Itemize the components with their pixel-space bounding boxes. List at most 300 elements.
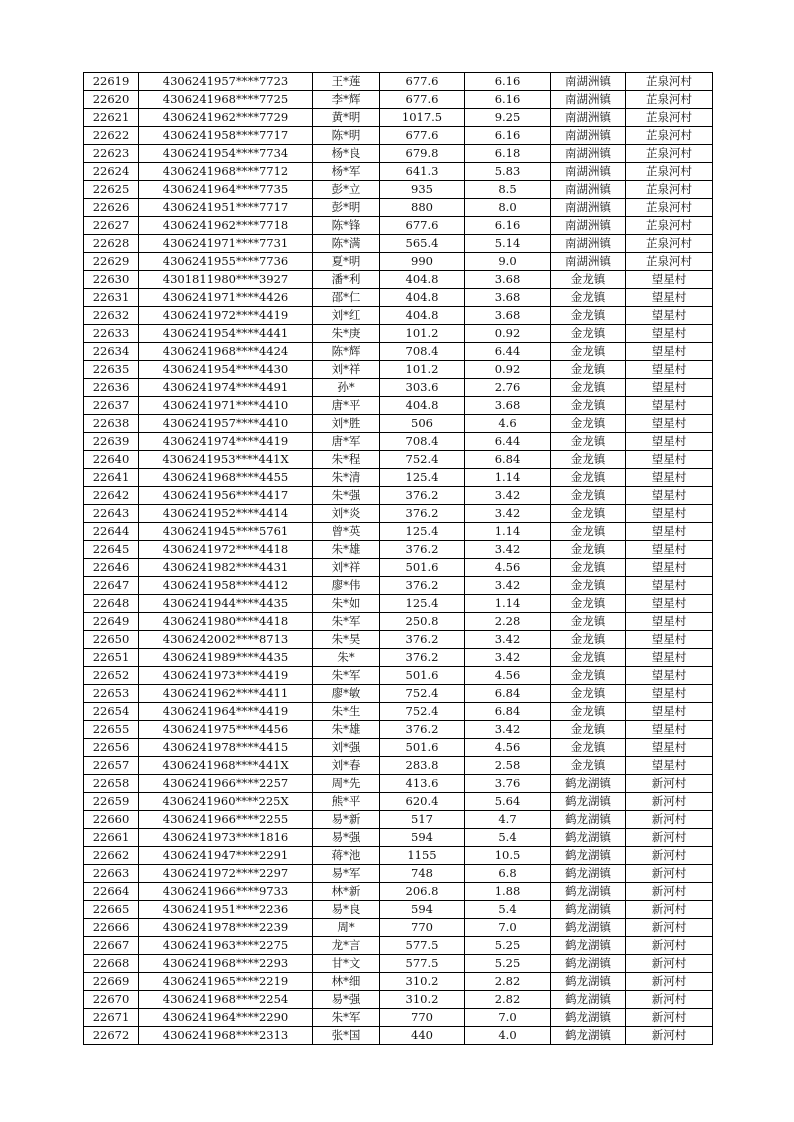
area-cell: 1.14 [465,523,551,541]
table-row [84,559,713,577]
name-cell: 彭*立 [313,181,380,199]
row-number-cell: 22654 [84,703,139,721]
amount-cell: 206.8 [380,883,465,901]
town-cell: 南湖洲镇 [551,163,626,181]
id-number-cell: 4306241944****4435 [139,595,313,613]
village-cell: 新河村 [626,991,713,1009]
row-number-cell: 22658 [84,775,139,793]
table-row [84,91,713,109]
village-cell: 芷泉河村 [626,145,713,163]
amount-cell: 376.2 [380,487,465,505]
area-cell: 9.0 [465,253,551,271]
amount-cell: 565.4 [380,235,465,253]
id-number-cell: 4306241954****4441 [139,325,313,343]
village-cell: 望星村 [626,487,713,505]
name-cell: 甘*文 [313,955,380,973]
town-cell: 鹤龙湖镇 [551,811,626,829]
table-row [84,343,713,361]
amount-cell: 752.4 [380,685,465,703]
village-cell: 望星村 [626,505,713,523]
name-cell: 朱*清 [313,469,380,487]
name-cell: 易*强 [313,829,380,847]
town-cell: 金龙镇 [551,631,626,649]
name-cell: 王*莲 [313,73,380,91]
id-number-cell: 4306241965****2219 [139,973,313,991]
town-cell: 金龙镇 [551,667,626,685]
row-number-cell: 22669 [84,973,139,991]
amount-cell: 594 [380,829,465,847]
name-cell: 唐*军 [313,433,380,451]
town-cell: 金龙镇 [551,361,626,379]
amount-cell: 679.8 [380,145,465,163]
name-cell: 龙*言 [313,937,380,955]
area-cell: 7.0 [465,919,551,937]
area-cell: 6.16 [465,73,551,91]
row-number-cell: 22652 [84,667,139,685]
row-number-cell: 22635 [84,361,139,379]
row-number-cell: 22643 [84,505,139,523]
row-number-cell: 22668 [84,955,139,973]
area-cell: 4.56 [465,667,551,685]
village-cell: 望星村 [626,541,713,559]
town-cell: 金龙镇 [551,721,626,739]
village-cell: 望星村 [626,469,713,487]
amount-cell: 501.6 [380,559,465,577]
id-number-cell: 4306241947****2291 [139,847,313,865]
village-cell: 芷泉河村 [626,127,713,145]
table-row [84,955,713,973]
amount-cell: 101.2 [380,361,465,379]
area-cell: 8.0 [465,199,551,217]
id-number-cell: 4306241958****7717 [139,127,313,145]
id-number-cell: 4306241966****2255 [139,811,313,829]
village-cell: 望星村 [626,523,713,541]
table-row [84,73,713,91]
amount-cell: 880 [380,199,465,217]
table-row [84,901,713,919]
row-number-cell: 22637 [84,397,139,415]
area-cell: 6.18 [465,145,551,163]
row-number-cell: 22664 [84,883,139,901]
id-number-cell: 4306241972****4419 [139,307,313,325]
table-row [84,199,713,217]
row-number-cell: 22622 [84,127,139,145]
name-cell: 周* [313,919,380,937]
table-row [84,973,713,991]
name-cell: 刘*强 [313,739,380,757]
town-cell: 金龙镇 [551,307,626,325]
table-row [84,631,713,649]
amount-cell: 310.2 [380,991,465,1009]
row-number-cell: 22667 [84,937,139,955]
row-number-cell: 22644 [84,523,139,541]
table-row [84,667,713,685]
town-cell: 金龙镇 [551,703,626,721]
village-cell: 芷泉河村 [626,181,713,199]
name-cell: 朱*雄 [313,721,380,739]
table-row [84,1027,713,1045]
town-cell: 鹤龙湖镇 [551,1027,626,1045]
amount-cell: 677.6 [380,217,465,235]
area-cell: 1.14 [465,595,551,613]
amount-cell: 748 [380,865,465,883]
amount-cell: 250.8 [380,613,465,631]
table-row [84,289,713,307]
area-cell: 4.0 [465,1027,551,1045]
row-number-cell: 22636 [84,379,139,397]
row-number-cell: 22626 [84,199,139,217]
amount-cell: 1155 [380,847,465,865]
id-number-cell: 4306241955****7736 [139,253,313,271]
table-row [84,847,713,865]
amount-cell: 677.6 [380,73,465,91]
table-row [84,379,713,397]
area-cell: 6.44 [465,433,551,451]
row-number-cell: 22633 [84,325,139,343]
row-number-cell: 22648 [84,595,139,613]
amount-cell: 404.8 [380,271,465,289]
village-cell: 望星村 [626,559,713,577]
town-cell: 南湖洲镇 [551,91,626,109]
village-cell: 新河村 [626,901,713,919]
amount-cell: 376.2 [380,721,465,739]
town-cell: 南湖洲镇 [551,73,626,91]
table-row [84,937,713,955]
name-cell: 曾*英 [313,523,380,541]
amount-cell: 752.4 [380,451,465,469]
id-number-cell: 4306241951****7717 [139,199,313,217]
amount-cell: 440 [380,1027,465,1045]
town-cell: 鹤龙湖镇 [551,883,626,901]
name-cell: 朱*程 [313,451,380,469]
id-number-cell: 4306241968****2254 [139,991,313,1009]
area-cell: 5.14 [465,235,551,253]
town-cell: 鹤龙湖镇 [551,775,626,793]
name-cell: 朱*昊 [313,631,380,649]
row-number-cell: 22657 [84,757,139,775]
table-row [84,721,713,739]
village-cell: 望星村 [626,325,713,343]
id-number-cell: 4306241953****441X [139,451,313,469]
id-number-cell: 4306241964****7735 [139,181,313,199]
town-cell: 南湖洲镇 [551,217,626,235]
name-cell: 朱*雄 [313,541,380,559]
village-cell: 新河村 [626,937,713,955]
id-number-cell: 4306241989****4435 [139,649,313,667]
amount-cell: 404.8 [380,397,465,415]
town-cell: 金龙镇 [551,379,626,397]
area-cell: 5.83 [465,163,551,181]
amount-cell: 125.4 [380,595,465,613]
area-cell: 3.68 [465,397,551,415]
id-number-cell: 4306241957****4410 [139,415,313,433]
id-number-cell: 4306241964****4419 [139,703,313,721]
area-cell: 3.76 [465,775,551,793]
table-row [84,451,713,469]
village-cell: 望星村 [626,577,713,595]
village-cell: 新河村 [626,919,713,937]
table-row [84,217,713,235]
town-cell: 金龙镇 [551,649,626,667]
table-row [84,613,713,631]
id-number-cell: 4306241956****4417 [139,487,313,505]
village-cell: 芷泉河村 [626,73,713,91]
area-cell: 3.42 [465,505,551,523]
town-cell: 金龙镇 [551,397,626,415]
id-number-cell: 4306241968****4455 [139,469,313,487]
village-cell: 新河村 [626,829,713,847]
village-cell: 望星村 [626,649,713,667]
town-cell: 金龙镇 [551,595,626,613]
village-cell: 新河村 [626,865,713,883]
village-cell: 芷泉河村 [626,253,713,271]
amount-cell: 404.8 [380,289,465,307]
row-number-cell: 22646 [84,559,139,577]
area-cell: 3.42 [465,577,551,595]
area-cell: 6.16 [465,217,551,235]
town-cell: 鹤龙湖镇 [551,991,626,1009]
amount-cell: 770 [380,1009,465,1027]
name-cell: 易*军 [313,865,380,883]
name-cell: 刘*炎 [313,505,380,523]
name-cell: 朱* [313,649,380,667]
id-number-cell: 4306241972****4418 [139,541,313,559]
id-number-cell: 4306241975****4456 [139,721,313,739]
table-row [84,253,713,271]
id-number-cell: 4306242002****8713 [139,631,313,649]
amount-cell: 404.8 [380,307,465,325]
row-number-cell: 22620 [84,91,139,109]
name-cell: 朱*军 [313,613,380,631]
area-cell: 5.64 [465,793,551,811]
town-cell: 鹤龙湖镇 [551,937,626,955]
amount-cell: 506 [380,415,465,433]
table-row [84,991,713,1009]
amount-cell: 283.8 [380,757,465,775]
town-cell: 金龙镇 [551,487,626,505]
table-row [84,397,713,415]
area-cell: 3.42 [465,487,551,505]
amount-cell: 677.6 [380,91,465,109]
name-cell: 孙* [313,379,380,397]
row-number-cell: 22665 [84,901,139,919]
row-number-cell: 22650 [84,631,139,649]
area-cell: 3.68 [465,271,551,289]
amount-cell: 990 [380,253,465,271]
name-cell: 黄*明 [313,109,380,127]
table-row [84,739,713,757]
village-cell: 望星村 [626,343,713,361]
village-cell: 望星村 [626,631,713,649]
area-cell: 3.68 [465,289,551,307]
amount-cell: 125.4 [380,523,465,541]
id-number-cell: 4306241978****2239 [139,919,313,937]
amount-cell: 708.4 [380,433,465,451]
area-cell: 3.42 [465,541,551,559]
amount-cell: 310.2 [380,973,465,991]
row-number-cell: 22634 [84,343,139,361]
id-number-cell: 4306241964****2290 [139,1009,313,1027]
name-cell: 林*细 [313,973,380,991]
village-cell: 芷泉河村 [626,235,713,253]
area-cell: 5.25 [465,955,551,973]
row-number-cell: 22638 [84,415,139,433]
area-cell: 1.14 [465,469,551,487]
village-cell: 新河村 [626,775,713,793]
village-cell: 新河村 [626,973,713,991]
table-row [84,919,713,937]
town-cell: 南湖洲镇 [551,181,626,199]
row-number-cell: 22662 [84,847,139,865]
row-number-cell: 22632 [84,307,139,325]
village-cell: 芷泉河村 [626,199,713,217]
id-number-cell: 4306241973****4419 [139,667,313,685]
town-cell: 金龙镇 [551,559,626,577]
area-cell: 5.25 [465,937,551,955]
amount-cell: 594 [380,901,465,919]
village-cell: 新河村 [626,883,713,901]
records-table [83,72,713,1045]
amount-cell: 641.3 [380,163,465,181]
table-row [84,649,713,667]
area-cell: 2.58 [465,757,551,775]
table-row [84,595,713,613]
table-row [84,541,713,559]
id-number-cell: 4301811980****3927 [139,271,313,289]
table-row [84,775,713,793]
id-number-cell: 4306241971****4410 [139,397,313,415]
table-row [84,181,713,199]
table-row [84,793,713,811]
id-number-cell: 4306241957****7723 [139,73,313,91]
town-cell: 金龙镇 [551,433,626,451]
town-cell: 南湖洲镇 [551,109,626,127]
area-cell: 5.4 [465,901,551,919]
area-cell: 2.82 [465,973,551,991]
town-cell: 金龙镇 [551,541,626,559]
amount-cell: 1017.5 [380,109,465,127]
area-cell: 2.82 [465,991,551,1009]
town-cell: 金龙镇 [551,739,626,757]
table-row [84,307,713,325]
village-cell: 新河村 [626,811,713,829]
name-cell: 易*强 [313,991,380,1009]
name-cell: 彭*明 [313,199,380,217]
name-cell: 朱*强 [313,487,380,505]
area-cell: 4.56 [465,739,551,757]
name-cell: 朱*生 [313,703,380,721]
amount-cell: 101.2 [380,325,465,343]
area-cell: 8.5 [465,181,551,199]
village-cell: 望星村 [626,685,713,703]
area-cell: 6.44 [465,343,551,361]
amount-cell: 620.4 [380,793,465,811]
table-row [84,829,713,847]
table-row [84,415,713,433]
name-cell: 刘*春 [313,757,380,775]
row-number-cell: 22666 [84,919,139,937]
table-row [84,109,713,127]
town-cell: 鹤龙湖镇 [551,847,626,865]
id-number-cell: 4306241968****7712 [139,163,313,181]
name-cell: 蒋*池 [313,847,380,865]
area-cell: 4.7 [465,811,551,829]
name-cell: 杨*军 [313,163,380,181]
id-number-cell: 4306241958****4412 [139,577,313,595]
name-cell: 刘*红 [313,307,380,325]
name-cell: 刘*胜 [313,415,380,433]
amount-cell: 376.2 [380,505,465,523]
town-cell: 南湖洲镇 [551,235,626,253]
id-number-cell: 4306241966****9733 [139,883,313,901]
area-cell: 6.84 [465,685,551,703]
id-number-cell: 4306241978****4415 [139,739,313,757]
town-cell: 鹤龙湖镇 [551,973,626,991]
row-number-cell: 22642 [84,487,139,505]
id-number-cell: 4306241968****7725 [139,91,313,109]
town-cell: 金龙镇 [551,415,626,433]
id-number-cell: 4306241973****1816 [139,829,313,847]
id-number-cell: 4306241971****4426 [139,289,313,307]
table-row [84,163,713,181]
amount-cell: 752.4 [380,703,465,721]
id-number-cell: 4306241960****225X [139,793,313,811]
area-cell: 2.76 [465,379,551,397]
name-cell: 朱*庚 [313,325,380,343]
id-number-cell: 4306241952****4414 [139,505,313,523]
area-cell: 0.92 [465,361,551,379]
amount-cell: 413.6 [380,775,465,793]
id-number-cell: 4306241962****7729 [139,109,313,127]
row-number-cell: 22645 [84,541,139,559]
row-number-cell: 22656 [84,739,139,757]
table-row [84,523,713,541]
town-cell: 南湖洲镇 [551,253,626,271]
name-cell: 易*良 [313,901,380,919]
name-cell: 李*辉 [313,91,380,109]
area-cell: 5.4 [465,829,551,847]
name-cell: 廖*敏 [313,685,380,703]
name-cell: 易*新 [313,811,380,829]
name-cell: 夏*明 [313,253,380,271]
area-cell: 6.16 [465,91,551,109]
table-row [84,361,713,379]
town-cell: 金龙镇 [551,505,626,523]
row-number-cell: 22653 [84,685,139,703]
row-number-cell: 22663 [84,865,139,883]
village-cell: 望星村 [626,667,713,685]
id-number-cell: 4306241951****2236 [139,901,313,919]
id-number-cell: 4306241962****4411 [139,685,313,703]
row-number-cell: 22641 [84,469,139,487]
town-cell: 金龙镇 [551,685,626,703]
table-row [84,757,713,775]
row-number-cell: 22627 [84,217,139,235]
village-cell: 望星村 [626,739,713,757]
village-cell: 望星村 [626,451,713,469]
amount-cell: 577.5 [380,955,465,973]
name-cell: 潘*利 [313,271,380,289]
row-number-cell: 22660 [84,811,139,829]
table-row [84,865,713,883]
area-cell: 4.6 [465,415,551,433]
row-number-cell: 22671 [84,1009,139,1027]
name-cell: 朱*军 [313,667,380,685]
amount-cell: 517 [380,811,465,829]
id-number-cell: 4306241968****4424 [139,343,313,361]
village-cell: 新河村 [626,847,713,865]
row-number-cell: 22659 [84,793,139,811]
